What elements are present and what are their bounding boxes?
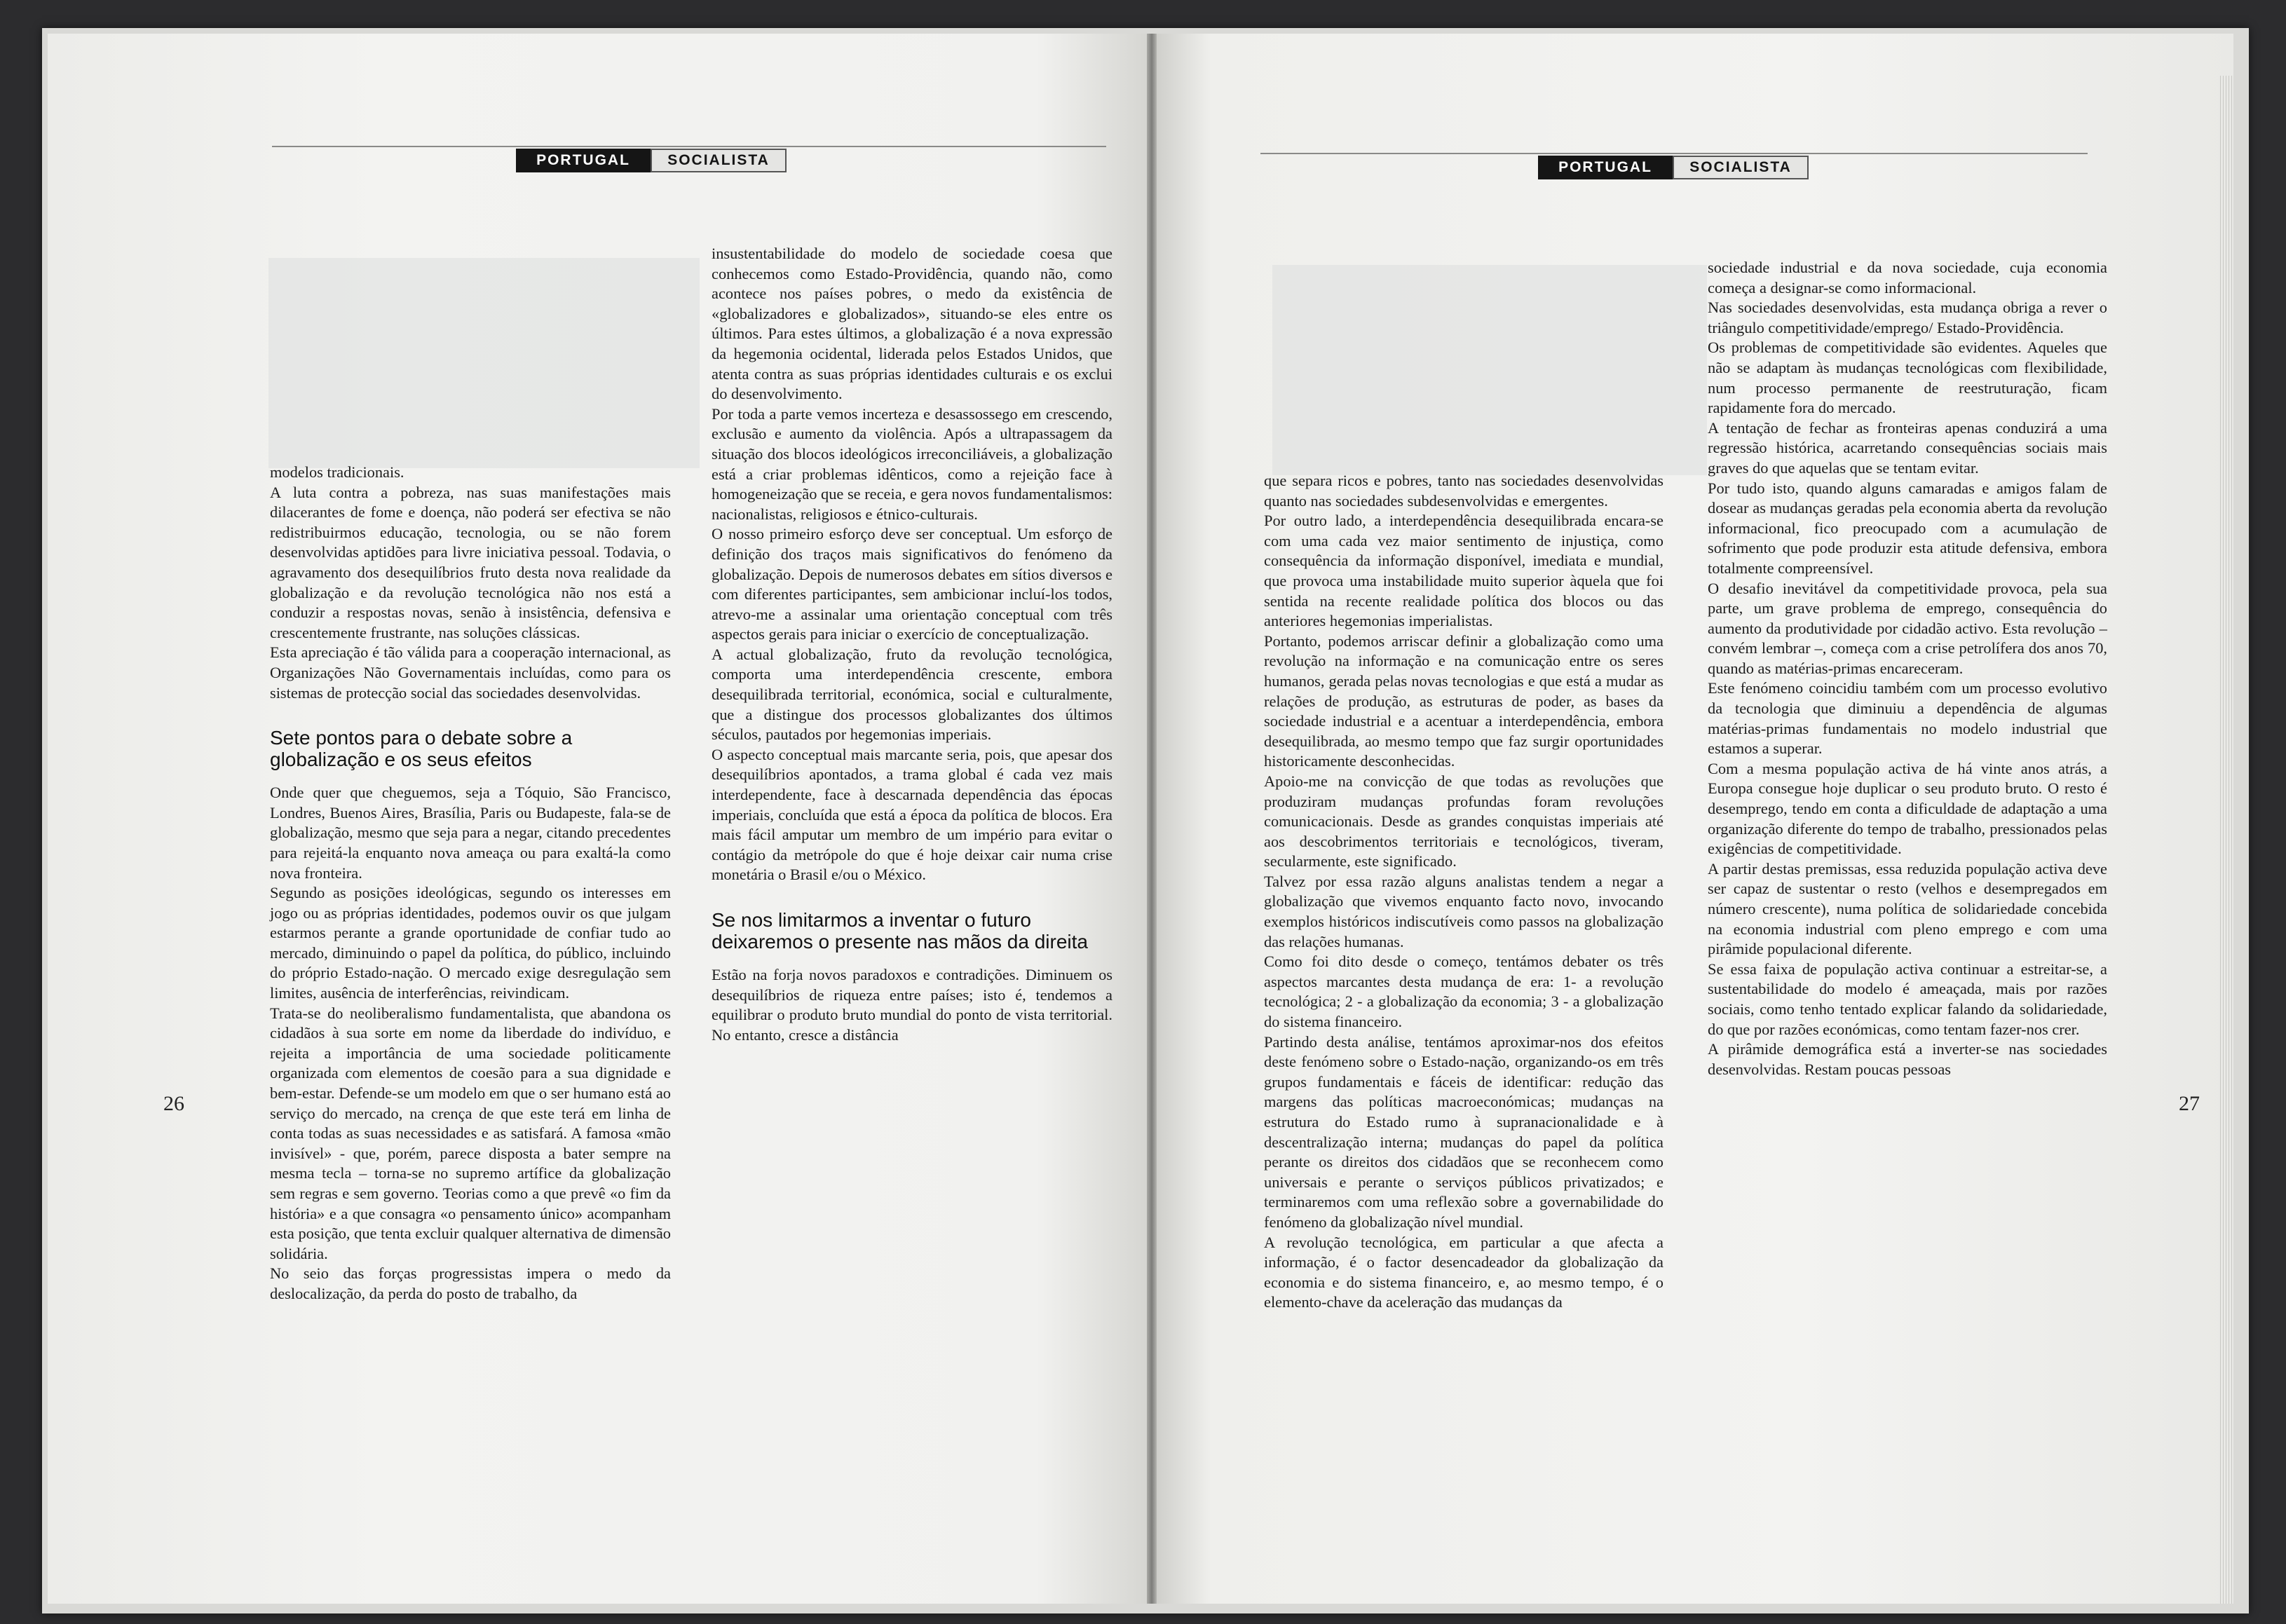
paragraph: Portanto, podemos arriscar definir a globalização como uma revolução na informação e na comunicação entre os seres humanos, gerada pelas novas tecnologias e que está a mudar as relações de produção, as estruturas de poder, as bases da sociedade industrial e a acentuar a interdependência, embora desequilibrada, ao mesmo tempo que faz surgir oportunidades historicamente desconhecidas. [1264, 632, 1664, 770]
paragraph: O nosso primeiro esforço deve ser conceptual. Um esforço de definição dos traços mais significativos do fenómeno da globalização. Depois de numerosos debates em sítios diversos e com diferentes participantes, sem ambicionar incluí-los todos, atrevo-me a assinalar uma orientação conceptual com três aspectos gerais para iniciar o exercício de conceptualização. [712, 525, 1113, 643]
paragraph: A tentação de fechar as fronteiras apenas conduzirá a uma regressão histórica, acarretando consequências sociais mais graves do que aquelas que se tentam evitar. [1708, 418, 2107, 477]
paragraph: Estão na forja novos paradoxos e contradições. Diminuem os desequilíbrios de riqueza entre países; isto é, tendemos a equilibrar o produto bruto mundial do ponto de vista territorial. No entanto, cresce a distância [712, 966, 1113, 1044]
header-word-socialista: SOCIALISTA [651, 149, 787, 172]
paragraph: Os problemas de competitividade são evidentes. Aqueles que não se adaptam às mudanças tecnológicas com flexibilidade, num processo permanente de reestruturação, ficam rapidamente fora do mercado. [1708, 339, 2107, 417]
paragraph: Por outro lado, a interdependência desequilibrada encara-se com uma cada vez maior sentimento de injustiça, como consequência da informação disponível, imediata e mundial, que provoca uma instabilidade muito superior àquela que foi sentida na recente realidade política dos blocos ou das anteriores hegemonias imperialistas. [1264, 512, 1664, 630]
show-through-image [1272, 265, 1707, 475]
header-masthead [516, 149, 787, 172]
left-column-1 [270, 463, 671, 1304]
header-word-portugal: PORTUGAL [516, 149, 651, 172]
paragraph: que separa ricos e pobres, tanto nas sociedades desenvolvidas quanto nas sociedades subdesenvolvidas e emergentes. [1264, 472, 1664, 510]
magazine-spread [42, 28, 2249, 1613]
page-number-right: 27 [2179, 1092, 2200, 1115]
paragraph: Nas sociedades desenvolvidas, esta mudança obriga a rever o triângulo competitividade/emprego/ Estado-Providência. [1708, 299, 2107, 336]
paragraph: Segundo as posições ideológicas, segundo os interesses em jogo ou as próprias identidades, podemos ouvir os que julgam estarmos perante a grande oportunidade de confiar tudo ao mercado, diminuindo o papel da política, do público, incluindo do próprio Estado-nação. O mercado exige desregulação sem limites, ausência de interferências, reivindicam. [270, 884, 671, 1002]
header-rule [1260, 153, 2088, 154]
left-column-2 [712, 244, 1113, 1045]
gutter [1147, 34, 1157, 1604]
section-heading: Sete pontos para o debate sobre a globalização e os seus efeitos [270, 727, 573, 771]
page-edges [2218, 76, 2233, 1604]
right-column-1 [1264, 471, 1664, 1313]
paragraph: Apoio-me na convicção de que todas as revoluções que produziram mudanças profundas foram revoluções comunicacionais. Desde as grandes conquistas imperiais até aos descobrimentos territoriais e tecnológicos, tiveram, secularmente, este significado. [1264, 772, 1664, 871]
right-page [1157, 34, 2233, 1604]
paragraph: No seio das forças progressistas impera o medo da deslocalização, da perda do posto de trabalho, da [270, 1264, 671, 1302]
header-masthead [1538, 156, 1809, 179]
paragraph: Partindo desta análise, tentámos aproximar-nos dos efeitos deste fenómeno sobre o Estado-nação, organizando-os em três grupos fundamentais e fáceis de identificar: redução das margens das políticas macroeconómicas; mudanças na estrutura do Estado rumo à supranacionalidade e à descentralização interna; mudanças do papel da política perante os direitos dos cidadãos que se reconhecem como universais e perante o serviços públicos privatizados; e terminaremos com uma reflexão sobre a governabilidade do fenómeno da globalização nível mundial. [1264, 1032, 1664, 1231]
paragraph: A actual globalização, fruto da revolução tecnológica, comporta uma interdependência crescente, embora desequilibrada territorial, económica, social e culturalmente, que a distingue dos processos globalizantes dos últimos séculos, pautados por hegemonias imperiais. [712, 645, 1113, 744]
paragraph: A partir destas premissas, essa reduzida população activa deve ser capaz de sustentar o resto (velhos e desempregados em número crescente), numa política de solidariedade concebida na economia industrial com pleno emprego e com uma pirâmide populacional diferente. [1708, 859, 2107, 958]
right-column-2 [1708, 258, 2107, 1079]
paragraph: Se essa faixa de população activa continuar a estreitar-se, a sustentabilidade do modelo é ameaçada, mais por razões sociais, como tenho tentado explicar falando da solidariedade, do que por razões económicas, como tentam fazer-nos crer. [1708, 960, 2107, 1038]
paragraph: modelos tradicionais. [270, 463, 404, 481]
page-number-left: 26 [163, 1092, 184, 1115]
paragraph: Como foi dito desde o começo, tentámos debater os três aspectos marcantes desta mudança de era: 1- a revolução tecnológica; 2 - a globalização da economia; 3 - a globalização do sistema financeiro. [1264, 953, 1664, 1031]
paragraph: A pirâmide demográfica está a inverter-se nas sociedades desenvolvidas. Restam poucas pessoas [1708, 1040, 2107, 1078]
left-page [48, 34, 1147, 1604]
header-word-socialista: SOCIALISTA [1673, 156, 1809, 179]
paragraph: sociedade industrial e da nova sociedade, cuja economia começa a designar-se como informacional. [1708, 259, 2107, 296]
paragraph: Onde quer que cheguemos, seja a Tóquio, São Francisco, Londres, Buenos Aires, Brasília, Paris ou Budapeste, fala-se de globalização, mesmo que seja para a negar, citando precedentes para rejeitá-la enquanto nova ameaça ou para exaltá-la como nova fronteira. [270, 784, 671, 882]
paragraph: insustentabilidade do modelo de sociedade coesa que conhecemos como Estado-Providência, quando não, como acontece nos países pobres, o medo da existência de «globalizadores e globalizados», situando-se eles entre os últimos. Para estes últimos, a globalização é a nova expressão da hegemonia ocidental, liderada pelos Estados Unidos, que atenta contra as suas próprias identidades culturais e os exclui do desenvolvimento. [712, 245, 1113, 403]
paragraph: Esta apreciação é tão válida para a cooperação internacional, as Organizações Não Governamentais incluídas, como para os sistemas de protecção social das sociedades desenvolvidas. [270, 643, 671, 702]
paragraph: Trata-se do neoliberalismo fundamentalista, que abandona os cidadãos à sua sorte em nome da liberdade do indivíduo, e rejeita a importância de uma sociedade politicamente organizada com elementos de coesão para a sua dignidade e bem-estar. Defende-se um modelo em que o ser humano está ao serviço do mercado, na crença de que este terá em linha de conta todas as suas necessidades e as satisfará. A famosa «mão invisível» - que, porém, parece disposta a bater sempre na mesma tecla – torna-se no supremo artífice da globalização sem regras e sem governo. Teorias como a que prevê «o fim da história» e a que consagra «o pensamento único» acompanham esta posição, que tenta excluir qualquer alternativa de dimensão solidária. [270, 1004, 671, 1262]
paragraph: Por tudo isto, quando alguns camaradas e amigos falam de dosear as mudanças geradas pela economia aberta da revolução informacional, fico preocupado com a acumulação de sofrimento que pode produzir esta atitude defensiva, embora totalmente compreensível. [1708, 479, 2107, 577]
paragraph: Este fenómeno coincidiu também com um processo evolutivo da tecnologia que diminuiu a dependência de algumas matérias-primas fundamentais no modelo industrial que estamos a superar. [1708, 679, 2107, 758]
paragraph: Com a mesma população activa de há vinte anos atrás, a Europa consegue hoje duplicar o seu produto bruto. O resto é desemprego, tendo em conta a dificuldade de adaptação a uma organização diferente do tempo de trabalho, pressionados pelas exigências de competitividade. [1708, 759, 2107, 858]
paragraph: Por toda a parte vemos incerteza e desassossego em crescendo, exclusão e aumento da violência. Após a ultrapassagem da situação dos blocos ideológicos irreconciliáveis, a globalização está a criar problemas idênticos, como a rejeição face à homogeneização que se receia, e gera novos fundamentalismos: nacionalistas, religiosos e étnico-culturais. [712, 404, 1113, 523]
header-word-portugal: PORTUGAL [1538, 156, 1673, 179]
header-rule [272, 146, 1106, 147]
section-heading: Se nos limitarmos a inventar o futuro deixaremos o presente nas mãos da direita [712, 909, 1088, 953]
paragraph: Talvez por essa razão alguns analistas tendem a negar a globalização que vivemos enquanto facto novo, invocando exemplos históricos indiscutíveis como passos na globalização das relações humanas. [1264, 872, 1664, 950]
paragraph: A luta contra a pobreza, nas suas manifestações mais dilacerantes de fome e doença, não poderá ser efectiva se não redistribuirmos educação, tecnologia, ou se não forem desenvolvidas aptidões para livre iniciativa pessoal. Todavia, o agravamento dos desequilíbrios fruto desta nova realidade da globalização e da revolução tecnológica não nos está a conduzir a respostas novas, senão à insistência, defensiva e crescentemente frustrante, nas soluções clássicas. [270, 483, 671, 641]
paragraph: O aspecto conceptual mais marcante seria, pois, que apesar dos desequilíbrios apontados, a trama global é cada vez mais interdependente, face à descarnada dependência das épocas imperiais, concluída que está a época da política de blocos. Era mais fácil amputar um membro de um império para evitar o contágio da metrópole do que é hoje deixar cair numa crise monetária o Brasil e/ou o México. [712, 745, 1113, 884]
paragraph: A revolução tecnológica, em particular a que afecta a informação, é o factor desencadeador da globalização da economia e do sistema financeiro, e, ao mesmo tempo, é o elemento-chave da aceleração das mudanças da [1264, 1233, 1664, 1311]
paragraph: O desafio inevitável da competitividade provoca, pela sua parte, um grave problema de emprego, consequência do aumento da produtividade por cidadão activo. Esta revolução – convém lembrar –, começa com a crise petrolífera dos anos 70, quando as matérias-primas encareceram. [1708, 579, 2107, 677]
show-through-image [268, 258, 700, 468]
